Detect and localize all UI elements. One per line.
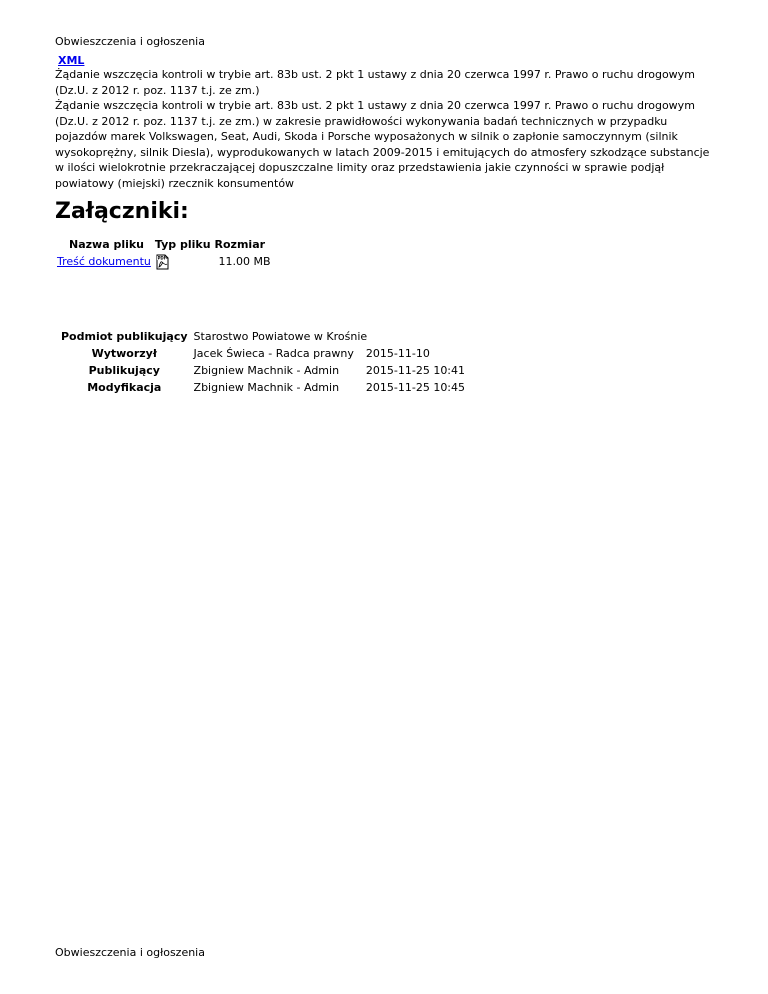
publisher-label: Podmiot publikujący: [61, 330, 188, 343]
attachments-heading: Załączniki:: [55, 199, 189, 224]
attachment-name-cell: [55, 253, 153, 270]
attachment-link[interactable]: Treść dokumentu: [57, 255, 151, 268]
modified-person: Zbigniew Machnik - Admin: [193, 381, 340, 394]
page-footer: Obwieszczenia i ogłoszenia: [55, 946, 205, 959]
svg-text:PDF: PDF: [157, 255, 167, 260]
created-date: 2015-11-10: [365, 347, 430, 360]
page-header: Obwieszczenia i ogłoszenia: [55, 35, 205, 48]
table-row: [55, 253, 273, 270]
column-header-size: Rozmiar: [214, 238, 266, 251]
column-header-type: Typ pliku: [154, 238, 211, 251]
attachment-size: 11.00 MB: [218, 255, 271, 268]
published-date: 2015-11-25 10:41: [365, 364, 466, 377]
column-header-name: Nazwa pliku: [69, 238, 145, 251]
document-description: Żądanie wszczęcia kontroli w trybie art. 83b ust. 2 pkt 1 ustawy z dnia 20 czerwca 1997 r. Prawo o ruchu drogowym (Dz.U. z 2012 r. poz. 1137 t.j. ze zm.) w zakresie prawidłowości wykonywania badań technicznych w przypadku pojazdów marek Volkswagen, Seat, Audi, Skoda i Porsche wyposażonych w silnik o zapłonie samoczynnym (silnik wysokoprężny, silnik Diesla), wyprodukowanych w latach 2009-2015 i emitujących do atmosfery szkodzące substancje w ilości wielokrotnie przekraczającej dopuszczalne limity oraz przedstawienia jakie czynności w sprawie podjął powiatowy (miejski) rzecznik konsumentów: [55, 99, 710, 190]
published-person: Zbigniew Machnik - Admin: [193, 364, 340, 377]
attachments-header-row: [55, 236, 273, 253]
metadata-row-created: [59, 345, 465, 362]
metadata-row-publisher: [59, 328, 465, 345]
document-summary: Żądanie wszczęcia kontroli w trybie art. 83b ust. 2 pkt 1 ustawy z dnia 20 czerwca 1997 r. Prawo o ruchu drogowym (Dz.U. z 2012 r. poz. 1137 t.j. ze zm.): [55, 68, 695, 97]
document-body: [55, 54, 720, 394]
publisher-value: Starostwo Powiatowe w Krośnie: [193, 330, 368, 343]
xml-link[interactable]: XML: [58, 54, 85, 67]
metadata-row-modified: [59, 379, 465, 396]
attachment-type-cell: [153, 253, 213, 270]
modified-label: Modyfikacja: [87, 381, 162, 394]
attachments-table: [55, 236, 273, 270]
created-label: Wytworzył: [91, 347, 157, 360]
metadata-row-published: [59, 362, 465, 379]
pdf-icon[interactable]: [155, 254, 171, 270]
published-label: Publikujący: [88, 364, 160, 377]
modified-date: 2015-11-25 10:45: [365, 381, 466, 394]
metadata-table: [59, 328, 465, 396]
created-person: Jacek Świeca - Radca prawny: [193, 347, 354, 360]
